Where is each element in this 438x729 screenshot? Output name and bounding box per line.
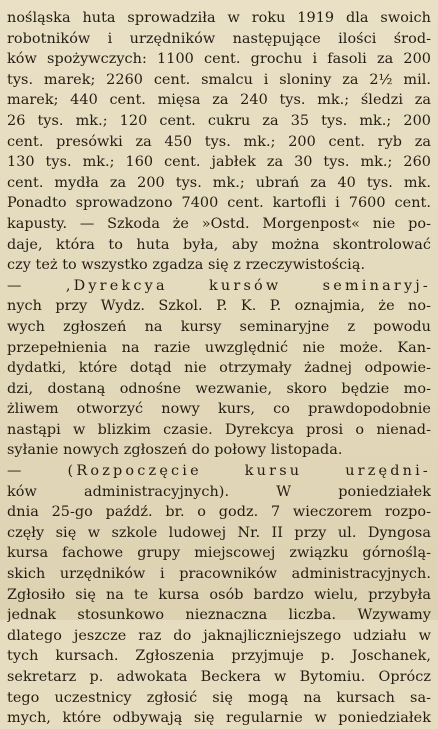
notice-line: tych kursach. Zgłoszenia przyjmuje p. Joschanek, <box>7 648 431 665</box>
article-line: nośląska huta sprowadziła w roku 1919 dla swoich <box>7 10 431 26</box>
notice-line: skich urzędników i pracowników administracyjnych. <box>7 566 431 583</box>
notice-line: dzi, dostaną odnośne wezwanie, skoro będzie mo- <box>7 380 431 397</box>
article-line: Ponadto sprowadzono 7400 cent. kartofli i 7600 cent. <box>7 195 431 212</box>
article-line: cent. presówki za 450 tys. mk.; 200 cent. ryb za <box>7 133 431 150</box>
notice-heading-line: — ,Dyrekcya kursów seminaryj- <box>7 277 431 294</box>
notice-line: nastąpi w blizkim czasie. Dyrekcya prosi o nienad- <box>7 421 431 438</box>
article-line: robotników i urzędników następujące ilości środ- <box>7 30 431 47</box>
article-line: 130 tys. mk.; 160 cent. jabłek za 30 tys. mk.; 260 <box>7 154 431 171</box>
article-line: 26 tys. mk.; 120 cent. cukru za 35 tys. mk.; 200 <box>7 112 431 129</box>
notice-line: wych zgłoszeń na kursy seminaryjne z powodu <box>7 318 431 335</box>
notice-line: syłanie nowych zgłoszeń do połowy listopada. <box>7 442 343 459</box>
notice-line: nych przy Wydz. Szkol. P. K. P. oznajmia, że no- <box>7 298 431 315</box>
notice-line: dnia 25-go paźdź. br. o godz. 7 wieczorem rozpo- <box>7 504 431 521</box>
notice-line: mych, które odbywają się regularnie w poniedziałek <box>7 710 431 727</box>
notice-line: częły się w szkole ludowej Nr. II przy ul. Dyngosa <box>7 524 431 541</box>
article-line: ków spożywczych: 1100 cent. grochu i fasoli za 200 <box>7 51 431 68</box>
notice-line: Zgłosiło się na te kursa osób bardzo wielu, przybyła <box>7 586 431 603</box>
cut-off-top-line <box>7 0 431 8</box>
article-line: czy też to wszystko zgadza się z rzeczywistością. <box>7 257 366 274</box>
article-line: tys. marek; 2260 cent. smalcu i sloniny za 2½ mil. <box>7 71 431 88</box>
notice-line: dydatki, które dotąd nie otrzymały żadnej odpowie- <box>7 360 431 377</box>
notice-line: ków administracyjnych). W poniedziałek <box>7 483 431 500</box>
notice-seminar-courses <box>7 276 431 461</box>
article-line: kapusty. — Szkoda że »Ostd. Morgenpost« nie po- <box>7 215 431 232</box>
notice-admin-courses <box>7 461 431 729</box>
article-line: daje, która to huta była, aby można skontrolować <box>7 236 431 253</box>
notice-line: sekretarz p. adwokata Beckera w Bytomiu. Oprócz <box>7 669 431 685</box>
notice-heading-line: — (Rozpoczęcie kursu urzędni- <box>7 463 431 480</box>
notice-line: przepełnienia na razie uwzględnić nie może. Kan- <box>7 339 431 356</box>
notice-line: tego uczestnicy zgłosić się mogą na kursach sa- <box>7 689 431 706</box>
article-line: cent. mydła za 200 tys. mk.; ubrań za 40 tys. mk. <box>7 174 431 191</box>
notice-line: jednak stosunkowo nieznaczna liczba. Wzywamy <box>7 607 431 624</box>
article-food-imports <box>7 8 431 276</box>
notice-line: kursa fachowe grupy miejscowej związku górnoślą- <box>7 545 431 562</box>
notice-line: żliwem otworzyć nowy kurs, co prawdopodobnie <box>7 401 431 418</box>
notice-line: dlatego jeszcze raz do jaknajliczniejszego udziału w <box>7 627 431 644</box>
article-line: marek; 440 cent. mięsa za 240 tys. mk.; śledzi za <box>7 92 431 109</box>
